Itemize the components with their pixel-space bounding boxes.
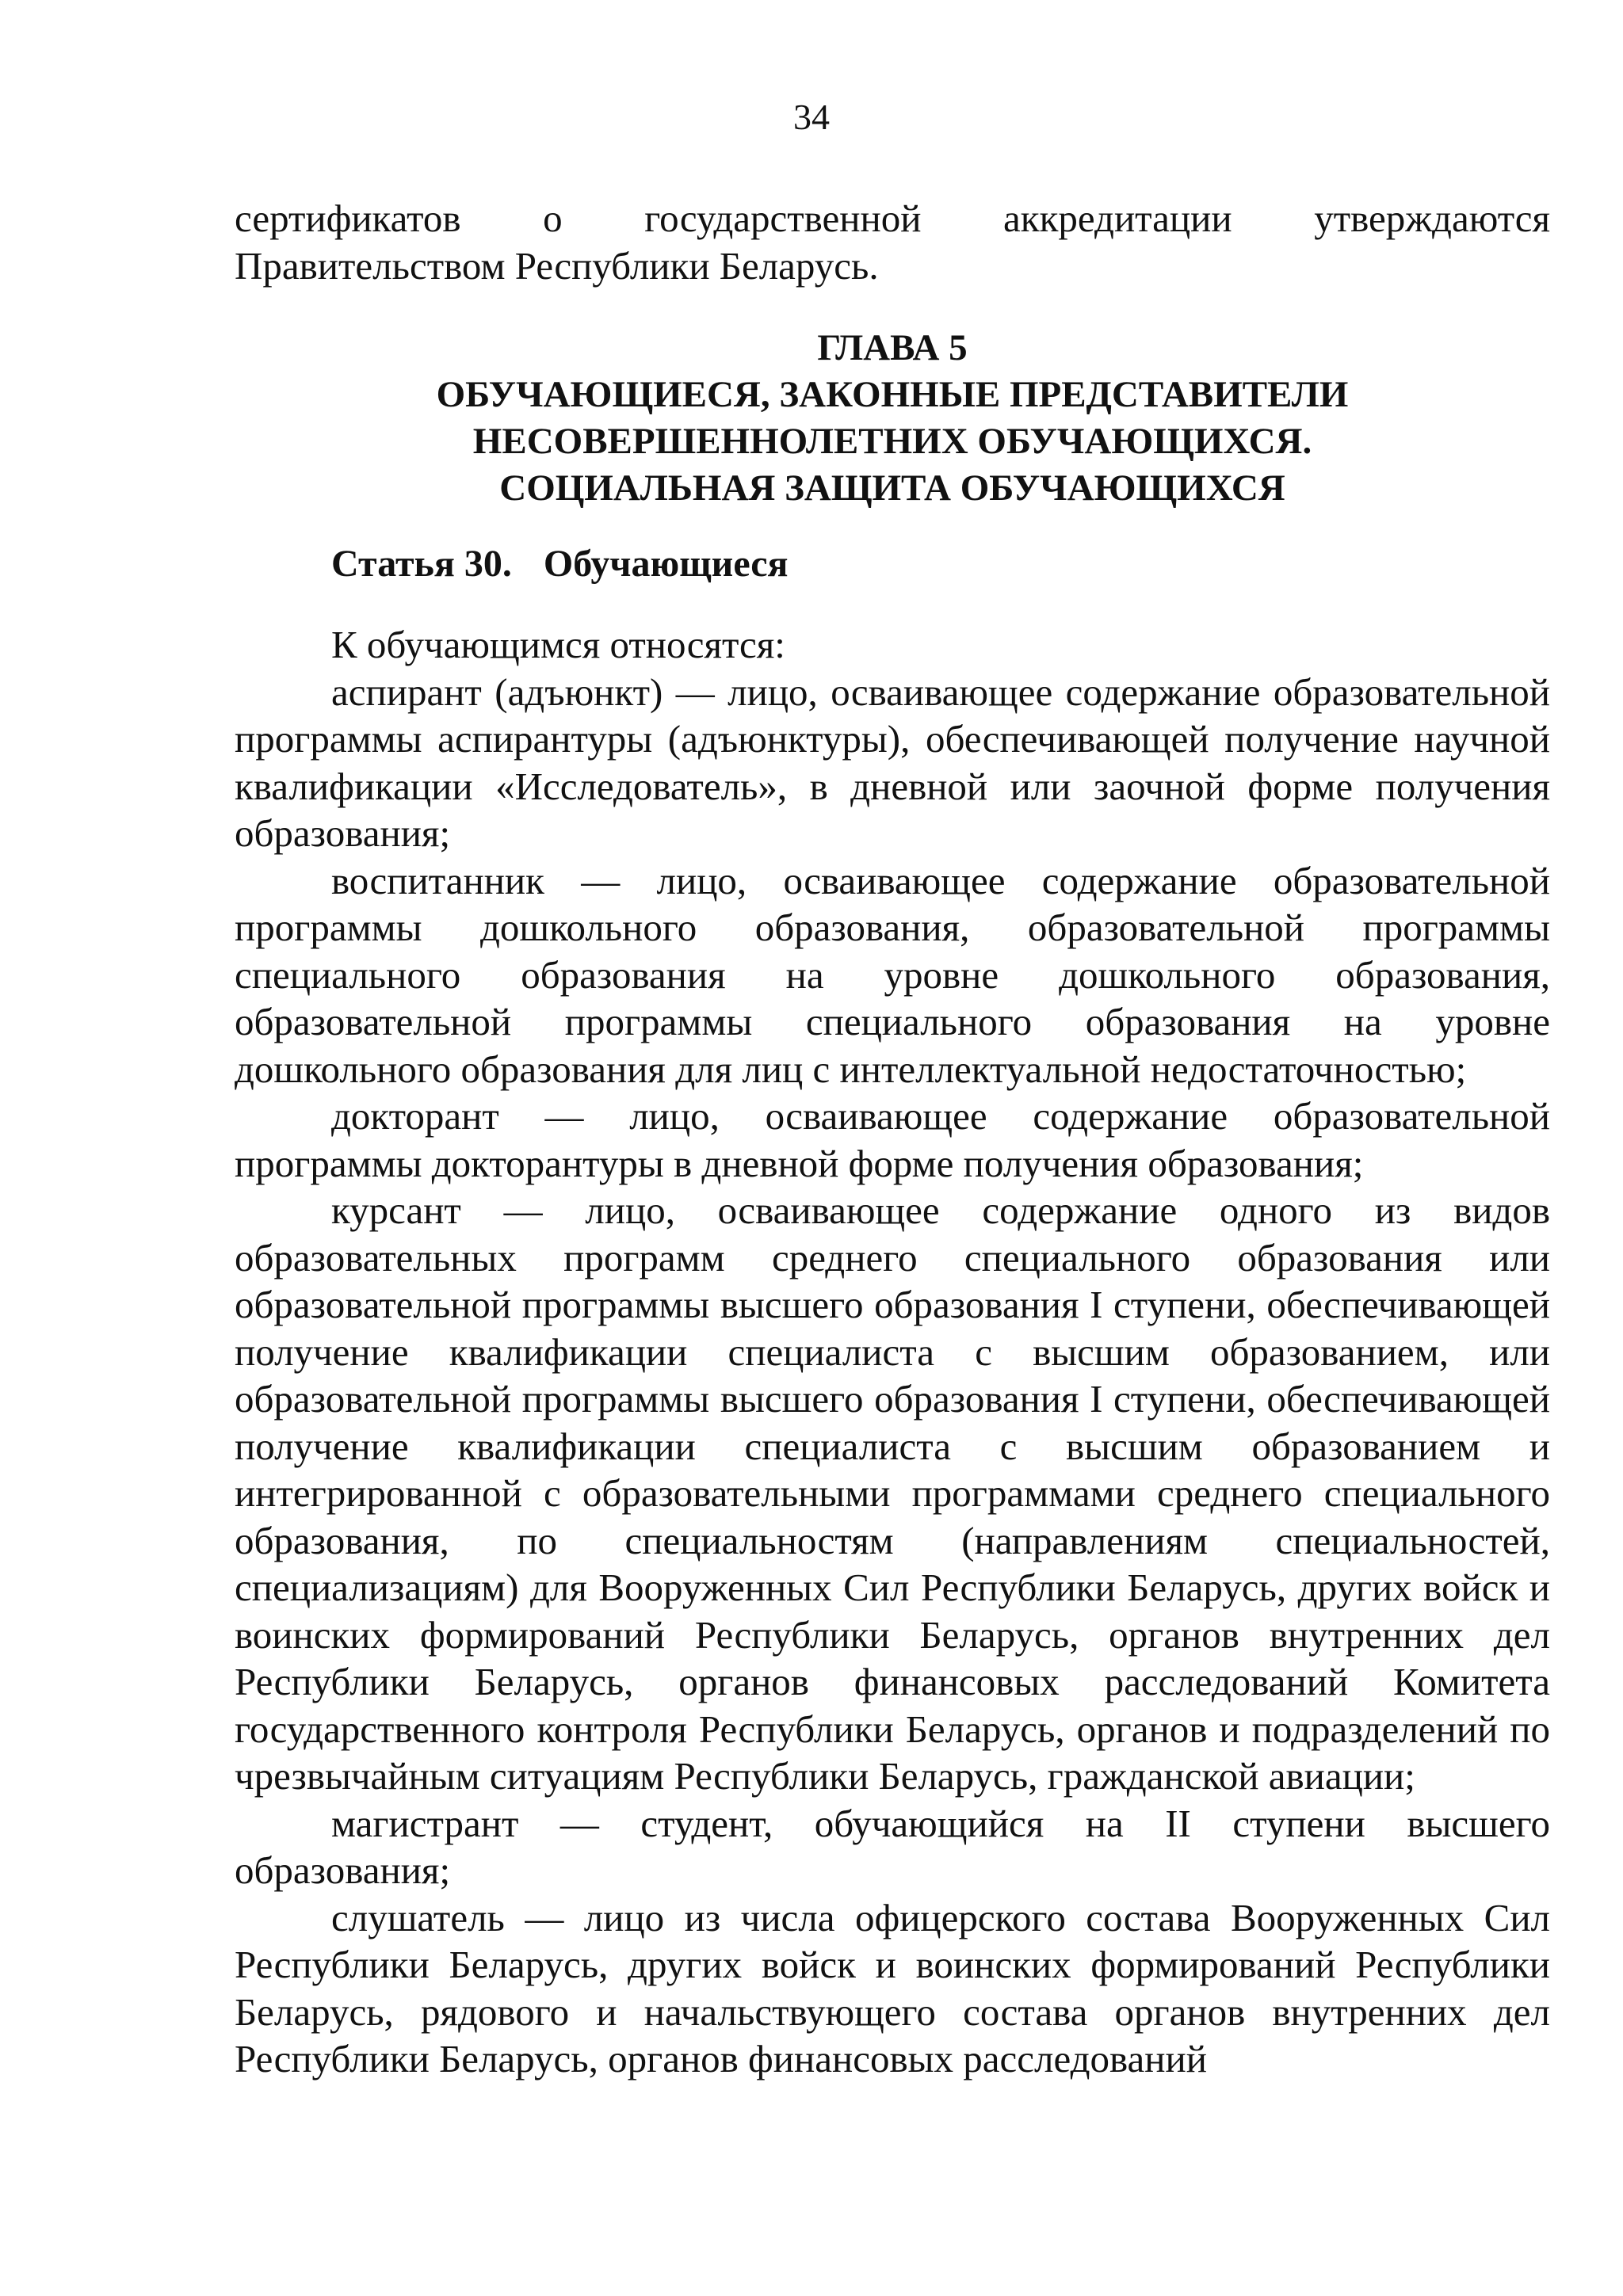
paragraph-kursant: курсант — лицо, осваивающее содержание одного из видов образовательных программ среднего специального образования или образовательной программы высшего образования I ступени, обеспечивающей получение квалификации специалиста с высшим образованием, или образовательной программы высшего образования I ступени, обеспечивающей получение квалификации специалиста с высшим образованием и интегрированной с образовательными программами среднего специального образования, по специальностям (направлениям специальностей, специализациям) для Вооруженных Сил Республики Беларусь, других войск и воинских формирований Республики Беларусь, органов внутренних дел Республики Беларусь, органов финансовых расследований Комитета государственного контроля Республики Беларусь, органов и подразделений по чрезвычайным ситуациям Республики Беларусь, гражданской авиации; (235, 1188, 1550, 1798)
article-body (235, 621, 1550, 2083)
article-number: Статья 30. (331, 543, 512, 585)
article-heading (331, 540, 789, 588)
chapter-title-line-2: НЕСОВЕРШЕННОЛЕТНИХ ОБУЧАЮЩИХСЯ. (472, 421, 1312, 462)
chapter-heading (235, 325, 1550, 512)
paragraph-intro: К обучающимся относятся: (331, 623, 785, 666)
intro-line-1: сертификатов о государственной аккредитации утверждаются (235, 196, 1550, 240)
chapter-title-line-3: СОЦИАЛЬНАЯ ЗАЩИТА ОБУЧАЮЩИХСЯ (499, 467, 1285, 509)
paragraph-slushatel: слушатель — лицо из числа офицерского состава Вооруженных Сил Республики Беларусь, других войск и воинских формирований Республики Беларусь, рядового и начальствующего состава органов внутренних дел Республики Беларусь, органов финансовых расследований (235, 1895, 1550, 2081)
paragraph-magistrant: магистрант — студент, обучающийся на II ступени высшего образования; (235, 1801, 1550, 1892)
intro-line-2: Правительством Республики Беларусь. (235, 243, 879, 288)
chapter-title-line-1: ОБУЧАЮЩИЕСЯ, ЗАКОННЫЕ ПРЕДСТАВИТЕЛИ (436, 374, 1349, 415)
page-number: 34 (793, 97, 830, 137)
article-title: Обучающиеся (543, 543, 789, 585)
paragraph-aspirant: аспирант (адъюнкт) — лицо, осваивающее содержание образовательной программы аспирантуры (адъюнктуры), обеспечивающей получение научной квалификации «Исследователь», в дневной или заочной форме получения образования; (235, 669, 1550, 855)
paragraph-doktorant: докторант — лицо, осваивающее содержание образовательной программы докторантуры в дневной форме получения образования; (235, 1094, 1550, 1185)
paragraph-vospitannik: воспитанник — лицо, осваивающее содержание образовательной программы дошкольного образования, образовательной программы специального образования на уровне дошкольного образования, образовательной программы специального образования на уровне дошкольного образования для лиц с интеллектуальной недостаточностью; (235, 858, 1550, 1091)
intro-paragraph (235, 195, 1550, 289)
chapter-number: ГЛАВА 5 (817, 327, 968, 368)
